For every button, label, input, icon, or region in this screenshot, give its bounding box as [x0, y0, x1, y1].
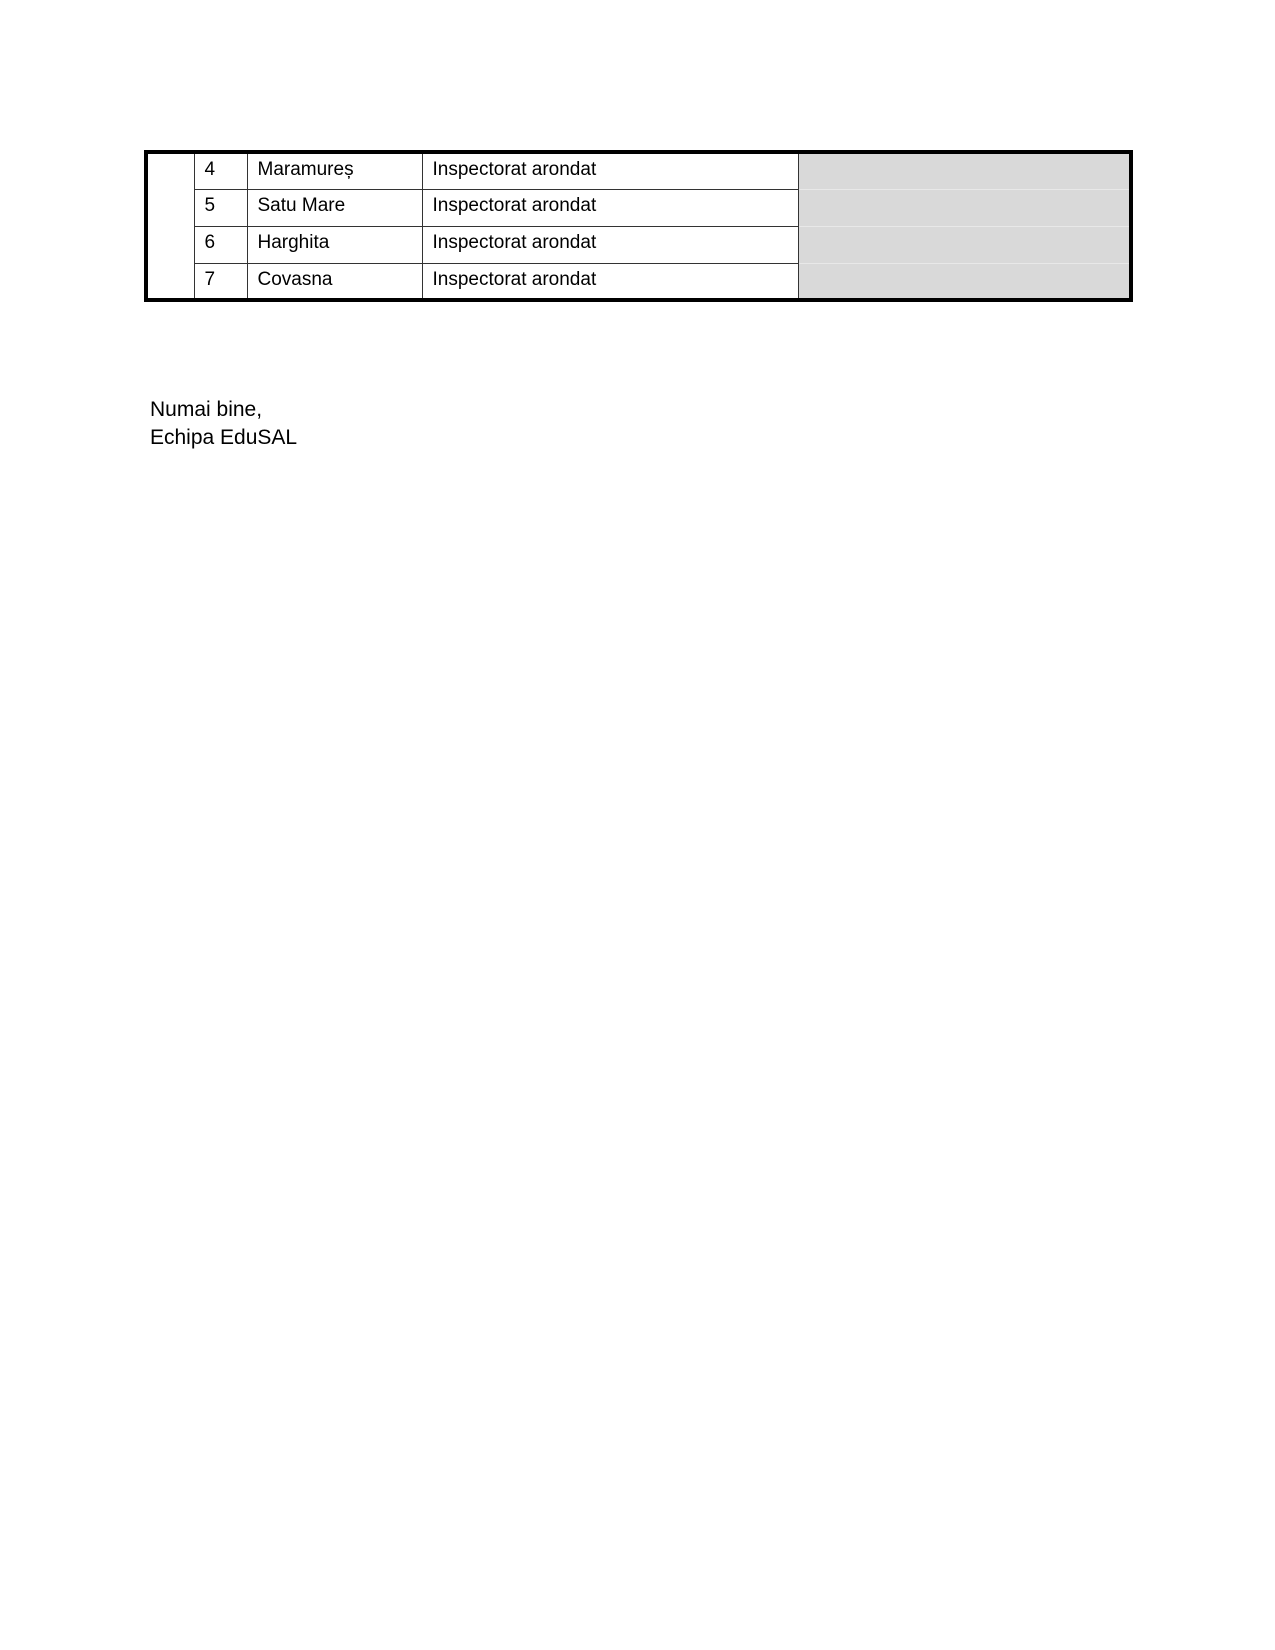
status-text: Inspectorat arondat	[422, 152, 798, 189]
county-name: Maramureș	[247, 152, 422, 189]
table-row	[146, 263, 1131, 300]
shaded-cell	[798, 263, 1131, 300]
row-number: 4	[194, 152, 247, 189]
closing-signature: Echipa EduSAL	[150, 426, 298, 449]
shaded-cell	[798, 189, 1131, 226]
row-number: 6	[194, 226, 247, 263]
closing-block	[150, 396, 297, 452]
table-row	[146, 189, 1131, 226]
county-name: Covasna	[247, 263, 422, 300]
table-row	[146, 152, 1131, 189]
inspectorate-table	[144, 150, 1133, 302]
status-text: Inspectorat arondat	[422, 189, 798, 226]
closing-greeting: Numai bine,	[150, 398, 263, 421]
merged-empty-cell	[146, 152, 194, 300]
shaded-cell	[798, 152, 1131, 189]
row-number: 5	[194, 189, 247, 226]
county-name: Satu Mare	[247, 189, 422, 226]
status-text: Inspectorat arondat	[422, 263, 798, 300]
shaded-cell	[798, 226, 1131, 263]
county-name: Harghita	[247, 226, 422, 263]
row-number: 7	[194, 263, 247, 300]
status-text: Inspectorat arondat	[422, 226, 798, 263]
table-row	[146, 226, 1131, 263]
